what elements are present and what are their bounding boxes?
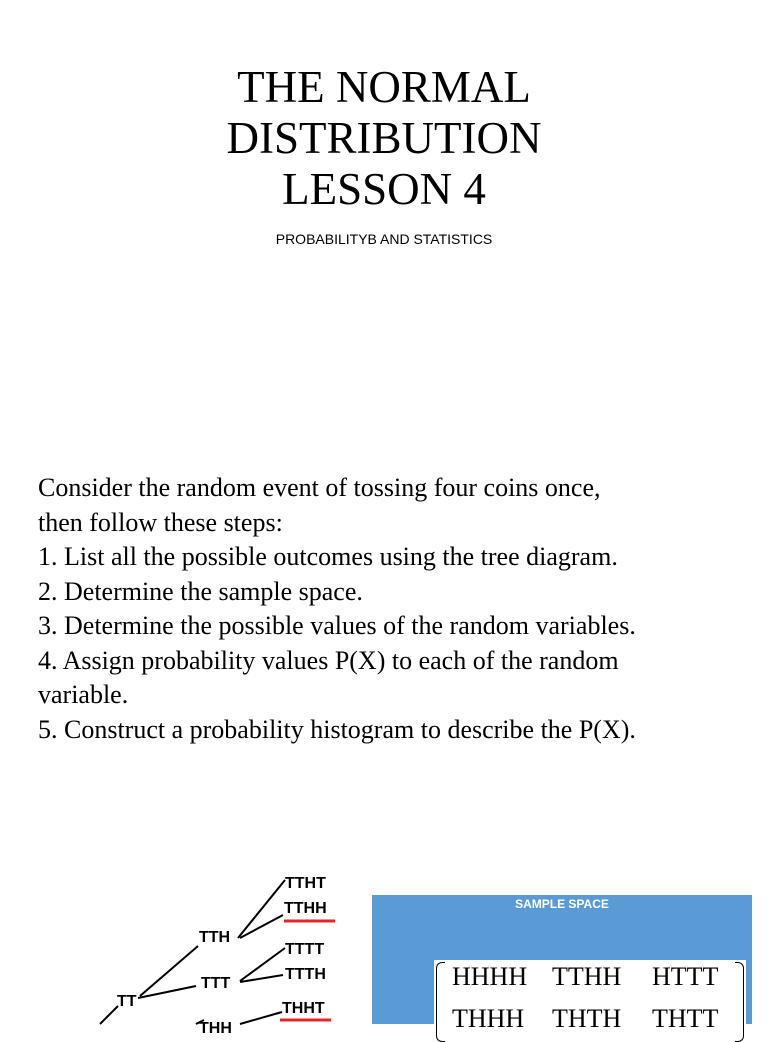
matrix-cell: HHHH: [452, 962, 528, 991]
node-ttht: TTHT: [285, 875, 326, 892]
node-ttt: TTT: [201, 975, 231, 992]
tree-diagram: [0, 860, 372, 1037]
slide-title: [0, 62, 768, 215]
title-line-2: DISTRIBUTION: [226, 113, 542, 163]
tree-branch: [138, 986, 196, 998]
node-tttt: TTTT: [285, 941, 325, 958]
node-tthh: TTHH: [284, 900, 327, 917]
matrix-cell: THTH: [552, 1004, 622, 1033]
step-5: 5. Construct a probability histogram to describe the P(X).: [38, 714, 636, 744]
tree-branch: [100, 1006, 118, 1024]
tree-branch: [140, 946, 198, 996]
step-4-line-2: variable.: [38, 680, 129, 709]
matrix-left-bracket: [436, 962, 445, 1042]
tree-branch: [240, 1012, 282, 1024]
title-line-1: THE NORMAL: [237, 62, 531, 112]
sample-space-matrix: [434, 960, 746, 1040]
intro-line-1: Consider the random event of tossing four coins once,: [38, 473, 601, 502]
node-tth: TTH: [199, 929, 231, 946]
slide-subtitle: PROBABILITYB AND STATISTICS: [275, 231, 493, 247]
matrix-row-2: [452, 1004, 752, 1034]
node-thh: THH: [199, 1020, 232, 1037]
tree-branch: [238, 880, 285, 938]
title-line-3: LESSON 4: [282, 164, 486, 214]
step-4-line-1: 4. Assign probability values P(X) to each of the random: [38, 645, 619, 675]
matrix-row-1: [452, 962, 752, 992]
step-1: 1. List all the possible outcomes using the tree diagram.: [38, 542, 618, 571]
matrix-cell: THTT: [652, 1004, 719, 1033]
matrix-cell: HTTT: [652, 962, 719, 991]
sample-space-title: SAMPLE SPACE: [515, 897, 609, 911]
matrix-cell: THHH: [452, 1004, 525, 1033]
node-tt: TT: [117, 993, 137, 1010]
step-2: 2. Determine the sample space.: [38, 576, 363, 606]
node-ttth: TTTH: [285, 966, 326, 983]
step-3: 3. Determine the possible values of the random variables.: [38, 611, 636, 640]
matrix-cell: TTHH: [552, 962, 622, 991]
sample-space-box: [372, 895, 752, 1033]
node-thht: THHT: [282, 1000, 325, 1017]
intro-line-2: then follow these steps:: [38, 507, 283, 537]
instructions-text: [38, 471, 738, 747]
